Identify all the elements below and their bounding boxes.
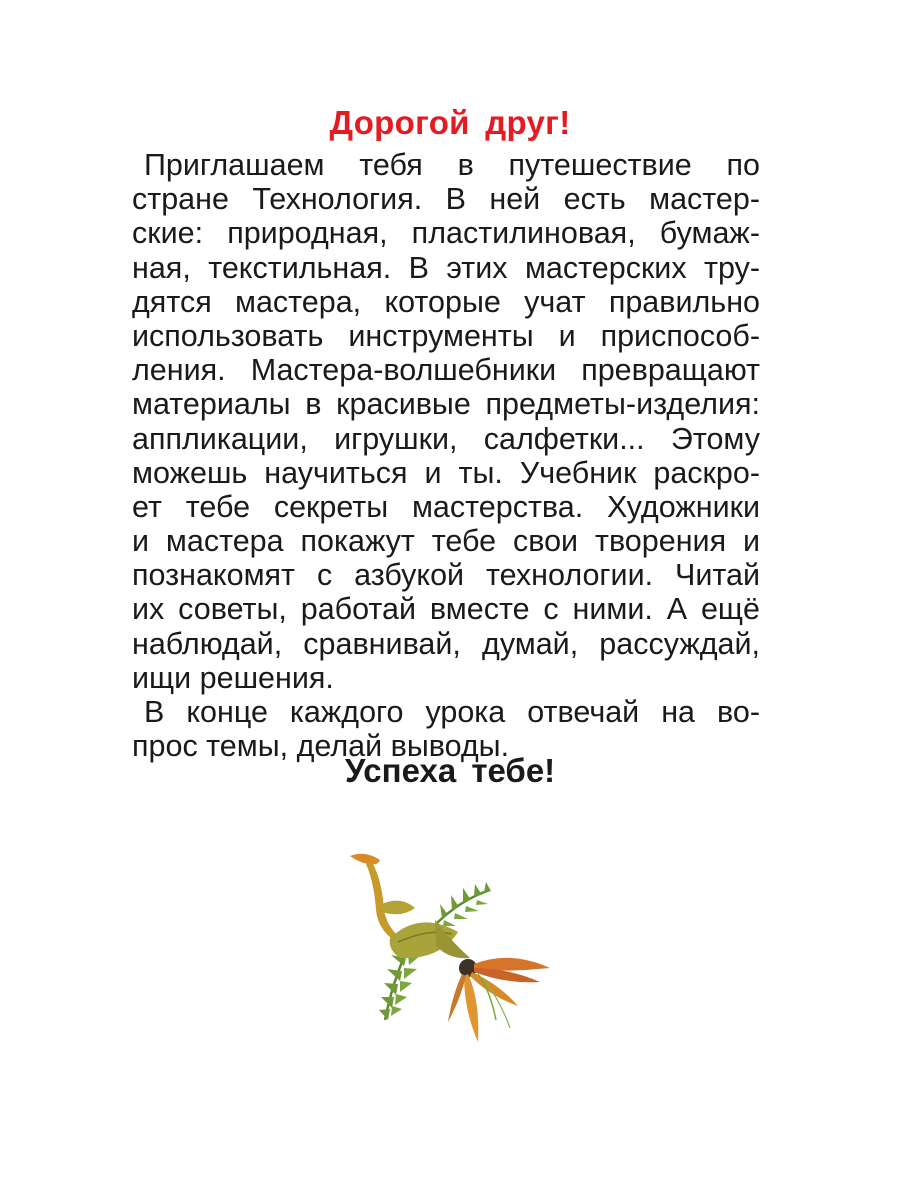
closing-wish: Успеха тебе! xyxy=(344,752,556,789)
text-line: их советы, работай вместе с ними. А ещё xyxy=(132,592,760,627)
letter-body xyxy=(132,148,760,763)
text-line: ная, текстильная. В этих мастерских тру- xyxy=(132,250,760,285)
text-line: наблюдай, сравнивай, думай, рассуждай, xyxy=(132,626,760,661)
bird-head-leaf-icon xyxy=(350,854,380,865)
text-line: и мастера покажут тебе свои творения и xyxy=(132,524,760,559)
text-line: Приглашаем тебя в путешествие по xyxy=(144,148,760,182)
text-line: В конце каждого урока отвечай на во- xyxy=(144,695,760,729)
text-line: ления. Мастера-волшебники превращают xyxy=(132,353,760,388)
text-line: ищи решения. xyxy=(132,660,334,695)
leaf-bird-applique-icon xyxy=(340,850,560,1050)
text-line: познакомят с азбукой технологии. Читай xyxy=(132,558,760,593)
page-heading: Дорогой друг! xyxy=(329,104,571,141)
text-line: прос темы, делай выводы. xyxy=(132,729,510,764)
text-line: дятся мастера, которые учат правильно xyxy=(132,284,760,319)
text-line: ет тебе секреты мастерства. Художники xyxy=(132,489,760,524)
text-line: стране Технология. В ней есть мастер- xyxy=(132,182,760,217)
text-line: материалы в красивые предметы-изделия: xyxy=(132,387,760,422)
text-line: аппликации, игрушки, салфетки... Этому xyxy=(132,421,760,456)
text-line: ские: природная, пластилиновая, бумаж- xyxy=(132,216,760,251)
text-line: можешь научиться и ты. Учебник раскро- xyxy=(132,455,760,490)
wing-leaf-icon xyxy=(380,901,415,915)
fern-leaf-icon xyxy=(435,882,491,926)
text-line: использовать инструменты и приспособ- xyxy=(132,318,760,353)
